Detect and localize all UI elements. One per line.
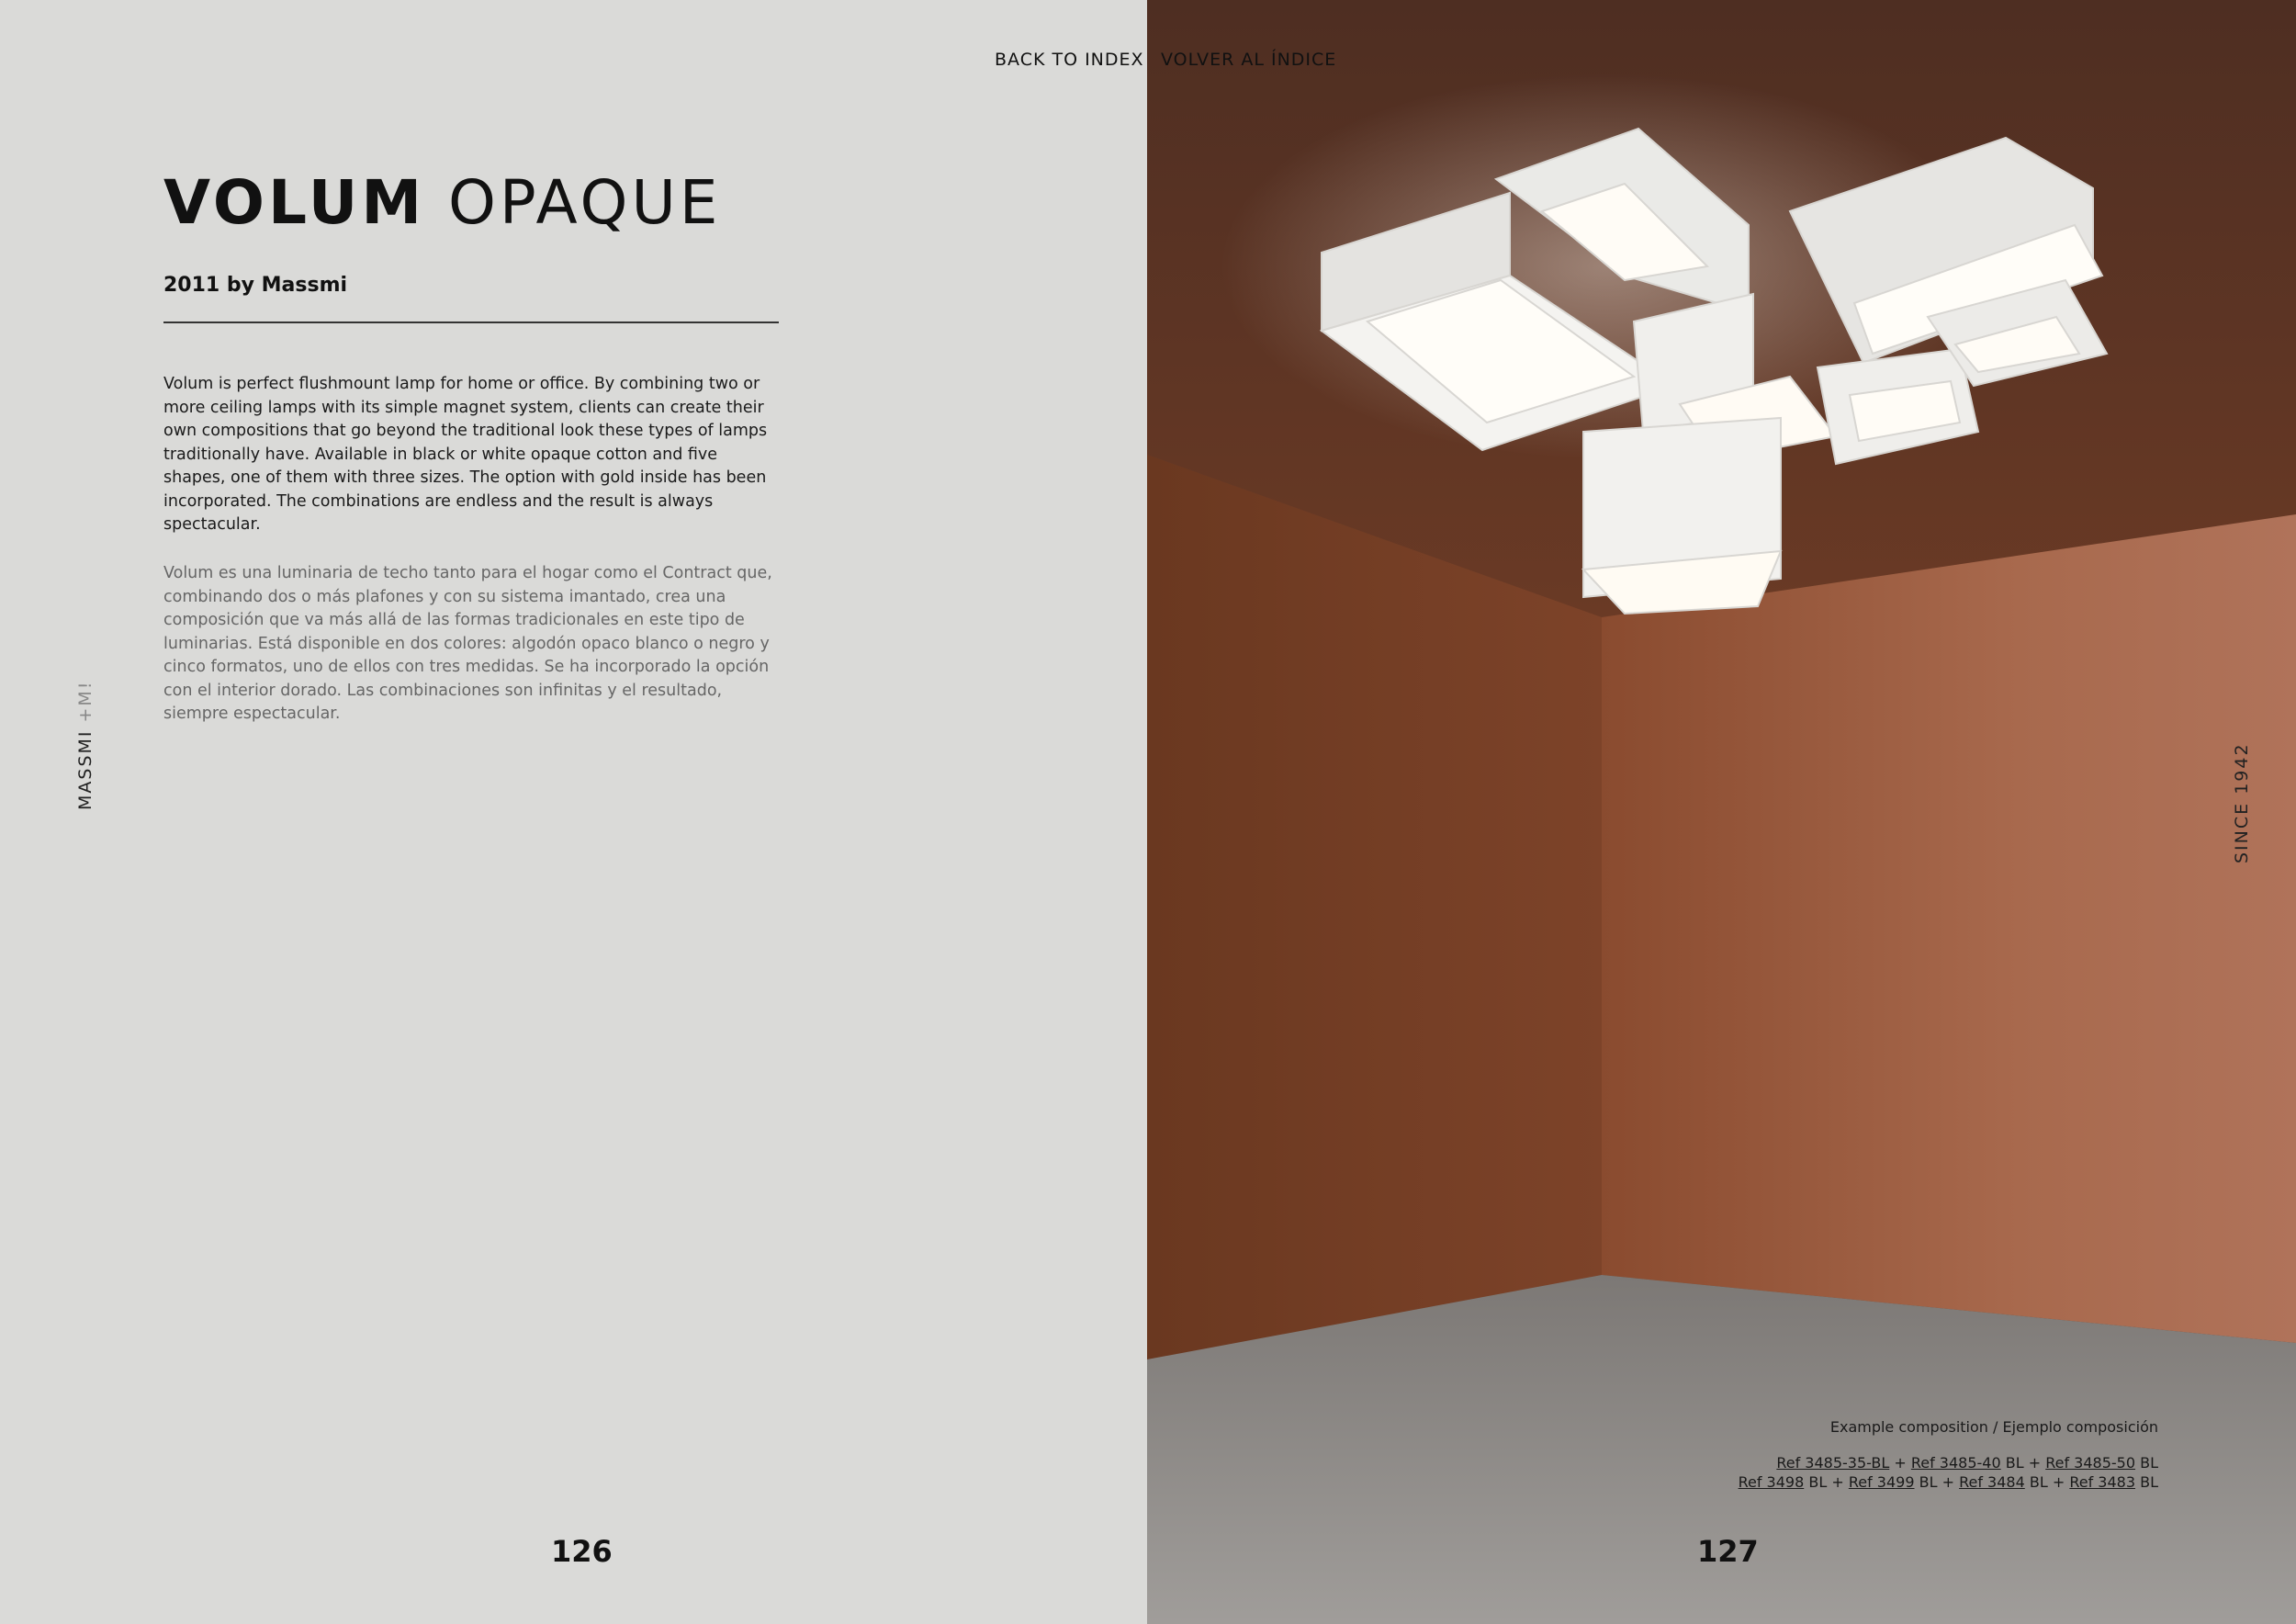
refs-line-2: [1739, 1472, 2158, 1492]
page-title: [163, 167, 721, 238]
ref-separator: +: [1827, 1473, 1849, 1491]
ref-separator: +: [1889, 1454, 1911, 1472]
ref-link[interactable]: Ref 3483: [2069, 1473, 2136, 1491]
right-page: [1147, 0, 2296, 1624]
subtitle: 2011 by Massmi: [163, 274, 348, 297]
room-photo: [1147, 0, 2296, 1624]
ref-suffix: BL: [1914, 1473, 1938, 1491]
ref-suffix: BL: [2135, 1454, 2158, 1472]
divider: [163, 321, 779, 323]
brand-name: MASSMI: [75, 729, 96, 810]
brand-vertical: [75, 681, 96, 810]
page-number-left: 126: [551, 1534, 613, 1569]
ref-link[interactable]: Ref 3499: [1848, 1473, 1915, 1491]
ref-separator: +: [2047, 1473, 2070, 1491]
ref-link[interactable]: Ref 3485-35-BL: [1776, 1454, 1890, 1472]
title-bold: VOLUM: [163, 167, 425, 238]
description-english: Volum is perfect flushmount lamp for home or office. By combining two or more ceiling lamps with its simple magnet system, clients can create their own compositions that go beyond the traditional look these types of lamps traditionally have. Available in black or white opaque cotton and five shapes, one of them with three sizes. The option with gold inside has been incorporated. The combinations are endless and the result is always spectacular.: [163, 375, 768, 534]
since-vertical: SINCE 1942: [2232, 742, 2252, 863]
back-to-index-link[interactable]: BACK TO INDEX: [995, 50, 1144, 70]
ref-separator: +: [1937, 1473, 1960, 1491]
ref-suffix: BL: [2000, 1454, 2024, 1472]
ref-separator: +: [2023, 1454, 2046, 1472]
composition-refs: [1739, 1453, 2158, 1492]
ref-link[interactable]: Ref 3498: [1738, 1473, 1805, 1491]
volver-al-indice-link[interactable]: VOLVER AL ÍNDICE: [1161, 50, 1337, 70]
page-number-right: 127: [1697, 1534, 1759, 1569]
ref-link[interactable]: Ref 3485-40: [1910, 1454, 2001, 1472]
brand-mark: +M!: [75, 680, 96, 723]
ref-suffix: BL: [1804, 1473, 1828, 1491]
ref-link[interactable]: Ref 3484: [1959, 1473, 2025, 1491]
ref-suffix: BL: [2024, 1473, 2048, 1491]
composition-caption: Example composition / Ejemplo composición: [1829, 1418, 2158, 1436]
ref-suffix: BL: [2135, 1473, 2158, 1491]
ref-link[interactable]: Ref 3485-50: [2045, 1454, 2136, 1472]
title-light: OPAQUE: [447, 167, 722, 238]
description-spanish: Volum es una luminaria de techo tanto para el hogar como el Contract que, combinando dos o más plafones y con su sistema imantado, crea una composición que va más allá de las formas tradicionales en este tipo de luminarias. Está disponible en dos colores: algodón opaco blanco o negro y cinco formatos, uno de ellos con tres medidas. Se ha incorporado la opción con el interior dorado. Las combinaciones son infinitas y el resultado, siempre espectacular.: [163, 564, 772, 723]
left-page: [0, 0, 1147, 1624]
refs-line-1: [1739, 1453, 2158, 1472]
